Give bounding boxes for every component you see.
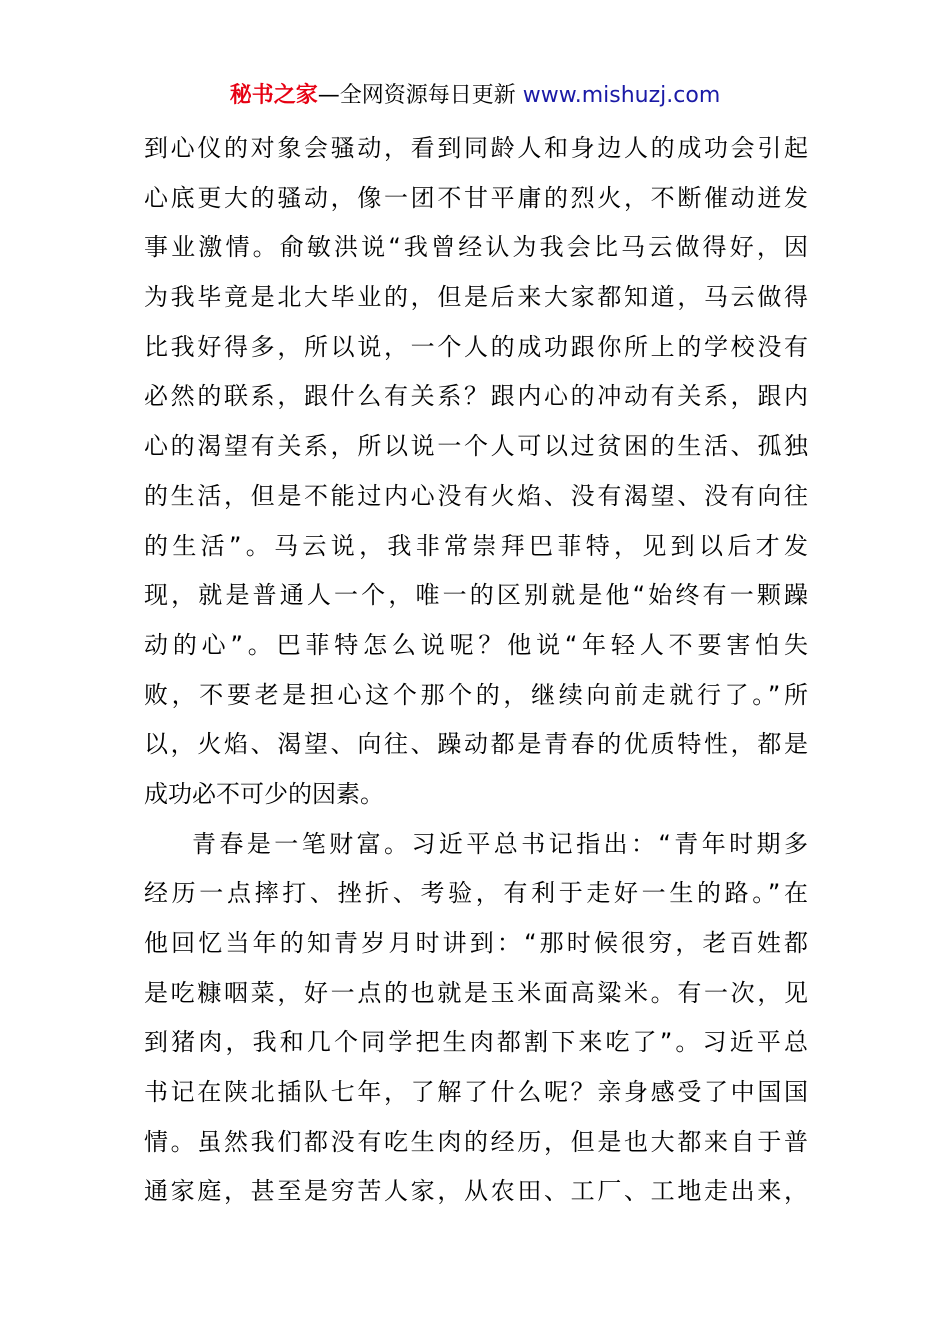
text-line: 必然的联系，跟什么有关系？跟内心的冲动有关系，跟内 [144,382,808,411]
text-line: 到猪肉，我和几个同学把生肉都割下来吃了”。习近平总 [144,1028,808,1057]
text-line: 以，火焰、渴望、向往、躁动都是青春的优质特性，都是 [144,730,808,759]
text-line: 的生活，但是不能过内心没有火焰、没有渴望、没有向往 [144,481,808,510]
text-line: 心的渴望有关系，所以说一个人可以过贫困的生活、孤独 [144,432,808,461]
text-line: 事业激情。俞敏洪说“我曾经认为我会比马云做得好，因 [144,233,808,262]
text-line: 心底更大的骚动，像一团不甘平庸的烈火，不断催动迸发 [144,183,808,212]
page-header [0,80,950,112]
article-body [144,124,808,1217]
text-line: 情。虽然我们都没有吃生肉的经历，但是也大都来自于普 [144,1127,808,1156]
site-url-link[interactable]: www.mishuzj.com [522,83,721,108]
text-line: 动的心”。巴菲特怎么说呢？他说“年轻人不要害怕失 [144,630,808,659]
text-line: 为我毕竟是北大毕业的，但是后来大家都知道，马云做得 [144,283,808,312]
text-line: 现，就是普通人一个，唯一的区别就是他“始终有一颗躁 [144,581,808,610]
text-line: 经历一点摔打、挫折、考验，有利于走好一生的路。”在 [144,879,808,908]
text-line: 书记在陕北插队七年，了解了什么呢？亲身感受了中国国 [144,1078,808,1107]
paragraph-end-line: 成功必不可少的因素。 [144,779,384,808]
text-line: 通家庭，甚至是穷苦人家，从农田、工厂、工地走出来， [144,1177,808,1206]
paragraph-first-line: 青春是一笔财富。习近平总书记指出：“青年时期多 [192,829,808,858]
site-tagline: —全网资源每日更新 [317,83,523,108]
text-line: 的生活”。马云说，我非常崇拜巴菲特，见到以后才发 [144,531,808,560]
text-line: 到心仪的对象会骚动，看到同龄人和身边人的成功会引起 [144,134,808,162]
text-line: 败，不要老是担心这个那个的，继续向前走就行了。”所 [144,680,808,709]
text-line: 他回忆当年的知青岁月时讲到：“那时候很穷，老百姓都 [144,929,808,957]
text-line: 是吃糠咽菜，好一点的也就是玉米面高粱米。有一次，见 [144,978,808,1007]
site-brand: 秘书之家 [229,83,318,108]
text-line: 比我好得多，所以说，一个人的成功跟你所上的学校没有 [144,332,808,361]
